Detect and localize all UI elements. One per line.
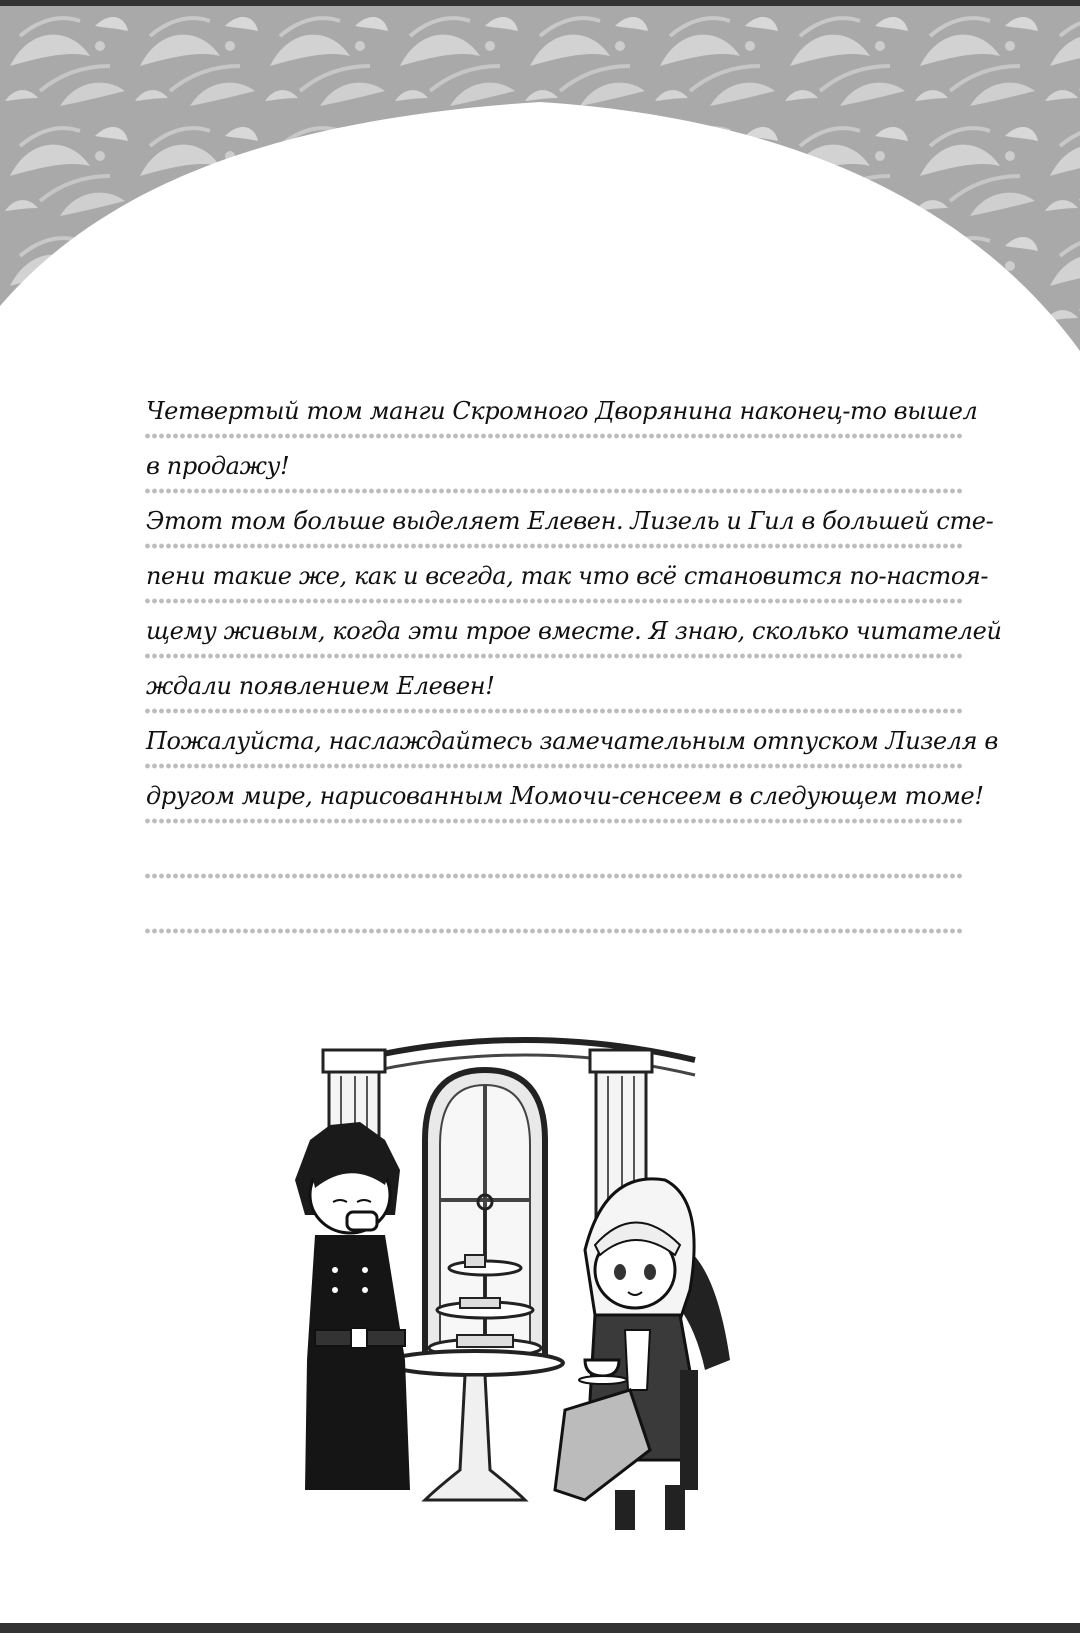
- damask-ornament-header: [0, 6, 1080, 366]
- dotted-rule: [144, 597, 962, 605]
- dotted-rule: [144, 487, 962, 495]
- text-line: щему живым, когда эти трое вместе. Я знаю, сколько читателей: [146, 610, 956, 665]
- dotted-rule: [144, 652, 962, 660]
- blank-line: [146, 885, 956, 940]
- text-line: в продажу!: [146, 445, 956, 500]
- dotted-rule: [144, 817, 962, 825]
- dotted-rule: [144, 432, 962, 440]
- text-line: пени такие же, как и всегда, так что всё становится по-настоя-: [146, 555, 956, 610]
- afterword-text: [146, 390, 1002, 940]
- dotted-rule: [144, 872, 962, 880]
- chibi-tea-party-illustration: [285, 1030, 765, 1540]
- bottom-border: [0, 1623, 1080, 1633]
- text-line: Этот том больше выделяет Елевен. Лизель и Гил в большей сте-: [146, 500, 956, 555]
- text-line: другом мире, нарисованным Момочи-сенсеем в следующем томе!: [146, 775, 956, 830]
- dotted-rule: [144, 762, 962, 770]
- text-line: ждали появлением Елевен!: [146, 665, 956, 720]
- text-line: Четвертый том манги Скромного Дворянина наконец-то вышел: [146, 390, 956, 445]
- blank-line: [146, 830, 956, 885]
- dotted-rule: [144, 542, 962, 550]
- dotted-rule: [144, 927, 962, 935]
- text-line: Пожалуйста, наслаждайтесь замечательным отпуском Лизеля в: [146, 720, 956, 775]
- dotted-rule: [144, 707, 962, 715]
